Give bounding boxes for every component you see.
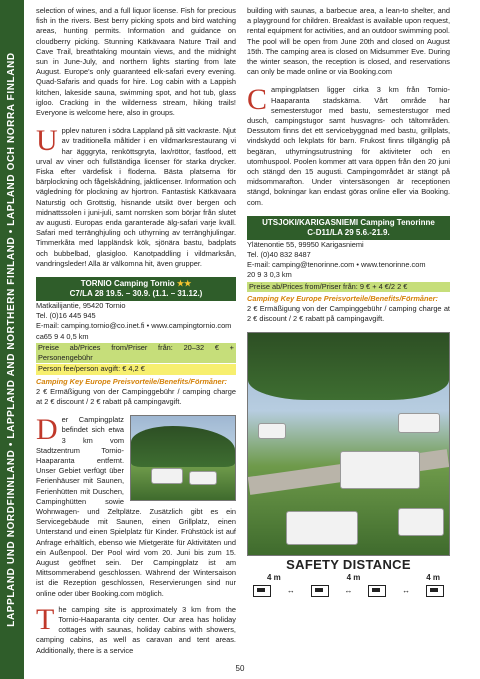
- camp-prices-2: Preise ab/Prices from/Priser från: 9 € + 4 €/2 2 €: [247, 282, 450, 292]
- camp-person-fee: Person fee/person avgift: € 4,2 €: [36, 364, 236, 374]
- swedish-text-right: ampingplatsen ligger cirka 3 km från Tornio-Haaparanta stadskärna. Vårt område har semesterstugor med bastu, semesterstugor med dusch, campingstugor samt husvagns- och tältområden. Dessutom finns det ett servicebyggnad med bastu, grillplats, vindskydd och lekplats för barn. Frukost finns tillgänglig på begäran, uthyrningsutrustning för aktiviteter och en utomhuspool. Poolen kommer att vara öppen från den 20 juni och stängd den 15 augusti. Campingområdet är stängt på midsommarafton. Under vintersäsongen är receptionen stängd, bokningar kan endast göras online eller via Booking. com.: [247, 85, 450, 207]
- english-continued: building with saunas, a barbecue area, a lean-to shelter, and a playground for children. Breakfast is available upon request, rental equipment for activities, and an outdoor swimming pool. The pool will be open from June 20th and closed on August 15th. The camping area is closed on Midsummer Eve. During the winter season, the reception is closed, and reservations can only be made online or via Booking.com: [247, 6, 450, 77]
- english-text: he camping site is approximately 3 km from the Tornio-Haaparanta city center. Our area has holiday cottages with saunas, holiday cabins with showers, camping cabins, as well as caravan and tent areas. Additionally, there is a service: [36, 604, 236, 655]
- arrow-icon: ↔: [402, 585, 411, 595]
- dropcap-d: D: [36, 413, 58, 447]
- english-paragraph: [36, 602, 236, 656]
- german-block: [36, 415, 236, 599]
- distance-label: 4 m: [426, 572, 440, 582]
- camp-header-tornio: [36, 277, 236, 301]
- camp-web[interactable]: E-mail: camping.tornio@co.inet.fi • www.campingtornio.com: [36, 321, 232, 331]
- distance-label: 4 m: [267, 572, 281, 582]
- camp-icons-2: 20 9 3 0,3 km: [247, 270, 292, 280]
- left-column: [36, 6, 236, 664]
- swedish-paragraph-right: [247, 85, 450, 207]
- right-column: [247, 6, 450, 597]
- german-text: er Campingplatz befindet sich etwa 3 km vom Stadtzentrum Tornio-Haaparanta entfernt. Unser Gebiet verfügt über Ferienhäuser mit Saunen, Ferienhütten mit Duschen, Campinghütten sowie Wohnwagen- und Zeltplätze. Zusätzlich gibt es ein Servicegebäude mit Saunen, einen Grillplatz, einen Unterstand und einen Spielplatz für Kinder. Frühstück ist auf Anfrage erhältlich, ebenso wie Mietgeräte für Aktivitäten und ein Außenpool. Der Pool wird vom 20. Juni bis zum 15. August geöffnet sein. Der Campingplatz ist am Mittsommerabend geschlossen. Während der Wintersaison ist die Rezeption geschlossen, Reservierungen sind nur online oder über Booking.com möglich.: [36, 415, 236, 598]
- tent-icon: [253, 585, 271, 597]
- campsite-photo-large: [247, 332, 450, 556]
- caravan-icon: [311, 585, 329, 597]
- camp-icons: ca65 9 4 0,5 km: [36, 331, 89, 341]
- dropcap-t: T: [36, 602, 55, 636]
- dropcap-c: C: [247, 83, 268, 117]
- campsite-photo-small: [130, 415, 236, 501]
- distance-label: 4 m: [346, 572, 361, 582]
- camp-web-2[interactable]: E-mail: camping@tenorinne.com • www.tenorinne.com: [247, 260, 426, 270]
- ck-text-2: 2 € Ermäßigung von der Campinggebühr / camping charge at 2 € discount / 2 € rabatt på campingavgift.: [247, 304, 450, 324]
- camp-address-2: Ylätenontie 55, 99950 Karigasniemi: [247, 239, 364, 249]
- ck-title-2: Camping Key Europe Preisvorteile/Benefits/Förmåner:: [247, 293, 438, 303]
- camp-name: TORNIO Camping Tornio: [80, 279, 175, 289]
- safety-distance-title: SAFETY DISTANCE: [286, 557, 411, 573]
- arrow-icon: ↔: [286, 585, 295, 595]
- camp-address: Matkailijantie, 95420 Tornio: [36, 301, 126, 311]
- ck-title: Camping Key Europe Preisvorteile/Benefits/Förmåner:: [36, 376, 227, 386]
- sidebar: [0, 0, 24, 679]
- ck-text: 2 € Ermäßigung von der Campinggebühr / camping charge at 2 € discount / 2 € rabatt på campingavgift.: [36, 386, 236, 406]
- safety-distance-icons: [253, 585, 444, 597]
- page-number: 50: [235, 664, 245, 673]
- dropcap-u: U: [36, 124, 58, 158]
- camp-tel: Tel. (0)16 445 945: [36, 311, 96, 321]
- camp-tel-2: Tel. (0)40 832 8487: [247, 250, 311, 260]
- caravan-icon: [426, 585, 444, 597]
- motorhome-icon: [368, 585, 386, 597]
- safety-distance-labels: [267, 573, 440, 583]
- camp-code-dates: C7/LA 28 19.5. – 30.9. (1.1. – 31.12.): [69, 289, 203, 299]
- swedish-text: pplev naturen i södra Lappland på sitt vackraste. Njut av traditionella måltider i en vildmarksrestaurang vi har ägggryta, renköttsgryta, lax/röttor, fastfood, ett urval av viner och fullständiga licenser för starka drycker. Fiska efter värdefisk i floderna. Bästa platserna för bärplockning och fågelskådning, jaktlicenser. Information och vägledning för plockning av hjortron. Fantastisk Kätkävaara Naturstig och Grottstig, hisnande utsikt över bergen och midnattssolen i juni-juli, samt norrsken som börjar från slutet av augusti. Europas enda garanterade älg-safari varje kväll. Safari med terränghjuling och uthyrning av terränghjulingar. Timmerkåta med lappländsk kök, sjönära bastu, badplats och bubbelbad, glasigloo. Kanotpaddling i vildmarksån, vandringsleder! Alla är välkomna hit, även grupper.: [36, 126, 236, 268]
- star-rating: ★★: [176, 279, 192, 289]
- camp-code-dates-2: C-D11/LA 29 5.6.-21.9.: [307, 227, 390, 237]
- arrow-icon: ↔: [344, 585, 353, 595]
- sidebar-title: LAPPLAND UND NORDFINNLAND • LAPPLAND AND NORTHERN FINLAND • LAPLAND OCH NORRA FINLAND: [6, 52, 17, 627]
- swedish-paragraph: [36, 126, 236, 269]
- camp-name-2: UTSJOKI/KARIGASNIEMI Camping Tenorinne: [262, 217, 435, 227]
- camp-prices: Preise ab/Prices from/Priser från: 20–32 € + Personengebühr: [38, 342, 234, 363]
- intro-paragraph: selection of wines, and a full liquor license. Fish for precious fish in the rivers. Best berry picking spots and bird watching areas, hunting permits. Information and guidance on cloudberry picking. Stunning Kätkävaara Nature Trail and Cave Trail, breathtaking mountain views, and the midnight sun in June-July, and northern lights starting from late August. Europe's only guaranteed elk-safari every evening. Quad-Safaris and quads for hire. Log cabin with a Lappish kitchen, lakeside sauna, swimming spot, and hot tub, glass igloo. Cracking in the wilderness stream, hiking trails! Everyone is welcome here, also in groups.: [36, 6, 236, 118]
- camp-header-utsjoki: [247, 216, 450, 240]
